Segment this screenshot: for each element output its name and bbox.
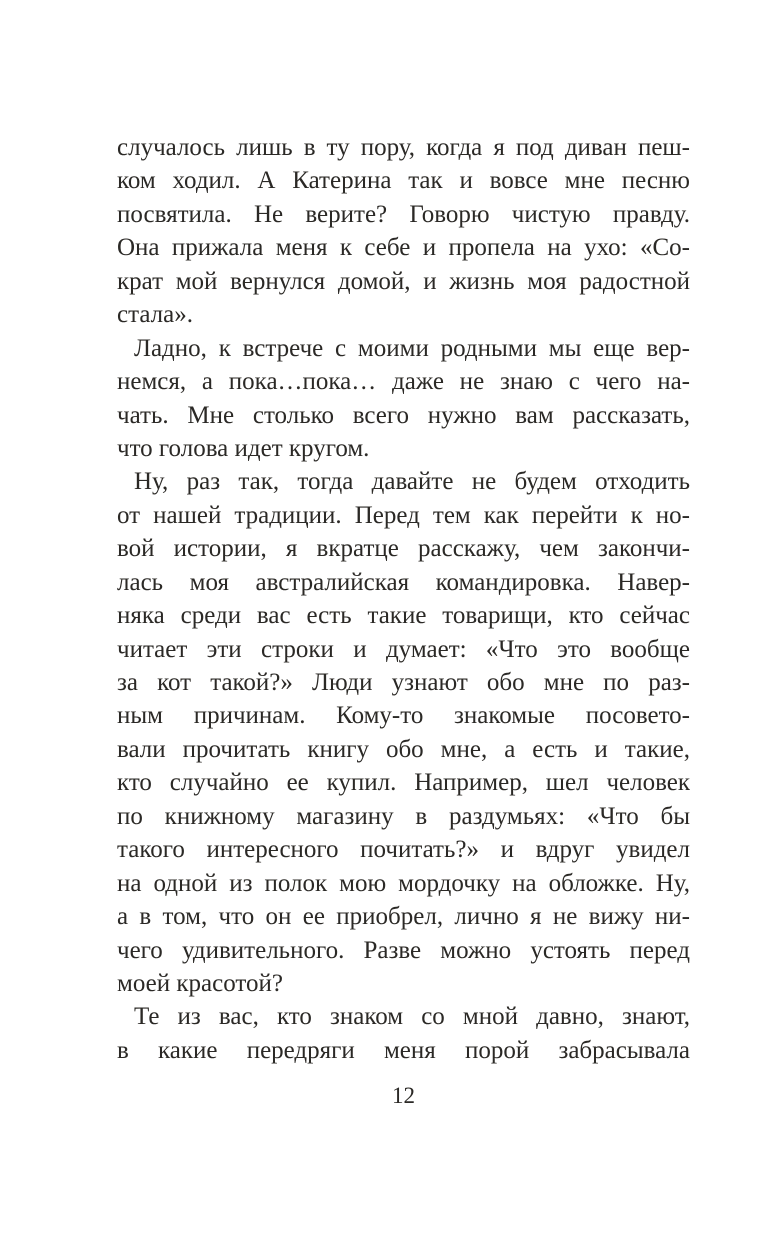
text-line: кто случайно ее купил. Например, шел человек [117, 769, 690, 797]
text-line: вали прочитать книгу обо мне, а есть и такие, [117, 735, 690, 763]
text-line: моей красотой? [117, 969, 283, 997]
text-line: вой истории, я вкратце расскажу, чем закончи- [117, 535, 690, 563]
text-line: ным причинам. Кому-то знакомые посовето- [117, 702, 690, 730]
text-line: посвятила. Не верите? Говорю чистую правду. [117, 200, 690, 228]
text-line: чать. Мне столько всего нужно вам рассказать, [117, 401, 690, 429]
text-line: ком ходил. А Катерина так и вовсе мне песню [117, 167, 690, 195]
text-line: а в том, что он ее приобрел, лично я не вижу ни- [117, 903, 690, 931]
text-line: няка среди вас есть такие товарищи, кто сейчас [117, 602, 690, 630]
text-line: Ну, раз так, тогда давайте не будем отходить [134, 468, 690, 496]
text-line: читает эти строки и думает: «Что это вообще [117, 635, 690, 663]
text-line: Она прижала меня к себе и пропела на ухо: «Со- [117, 234, 690, 262]
text-line: Ладно, к встрече с моими родными мы еще вер- [134, 334, 690, 362]
text-line: за кот такой?» Люди узнают обо мне по раз- [117, 669, 690, 696]
text-line: лась моя австралийская командировка. Навер- [117, 568, 690, 596]
text-line: стала». [117, 301, 193, 329]
text-line: в какие передряги меня порой забрасывала [117, 1036, 690, 1064]
text-line: по книжному магазину в раздумьях: «Что бы [117, 802, 690, 830]
text-line: от нашей традиции. Перед тем как перейти к но- [117, 501, 690, 529]
text-line: крат мой вернулся домой, и жизнь моя радостной [117, 267, 690, 295]
text-line: немся, а пока…пока… даже не знаю с чего на- [117, 368, 690, 396]
text-line: такого интересного почитать?» и вдруг увидел [117, 836, 690, 864]
text-line: Те из вас, кто знаком со мной давно, знают, [134, 1003, 690, 1031]
text-line: на одной из полок мою мордочку на обложке. Ну, [117, 869, 690, 897]
body-text [117, 131, 690, 1067]
text-line: чего удивительного. Разве можно устоять перед [117, 936, 690, 964]
text-line: случалось лишь в ту пору, когда я под диван пеш- [117, 134, 690, 161]
text-line: что голова идет кругом. [117, 434, 370, 462]
page-number: 12 [392, 1083, 415, 1108]
